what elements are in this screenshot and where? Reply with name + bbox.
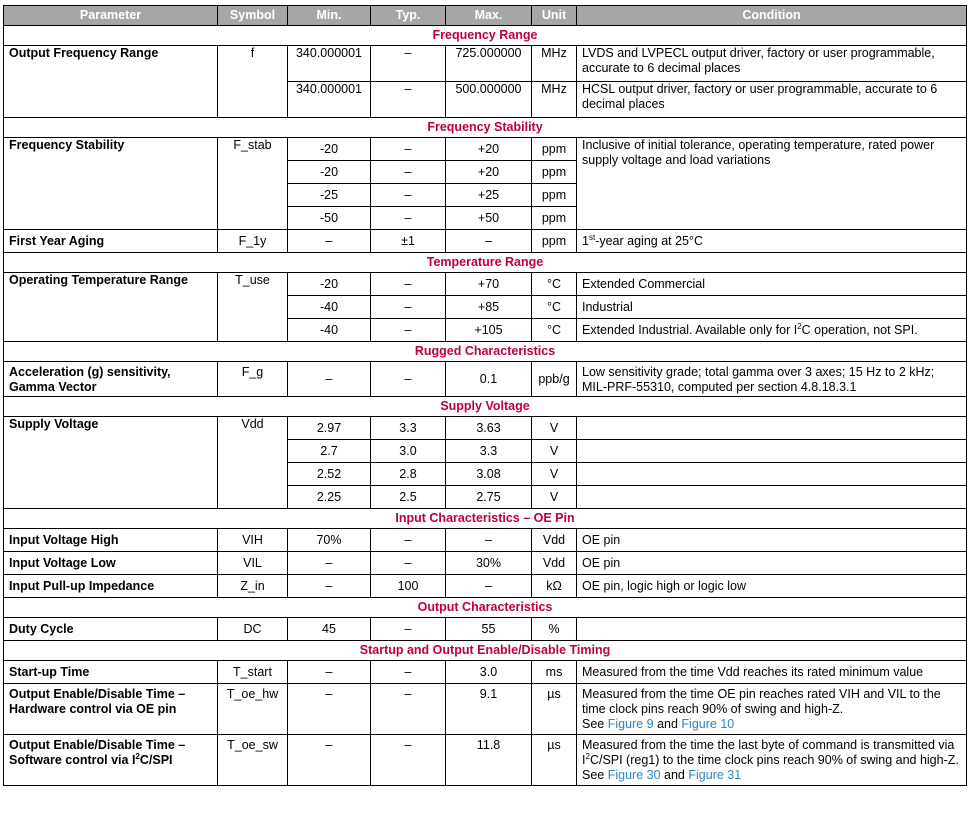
condition bbox=[577, 486, 967, 509]
unit: ppm bbox=[532, 138, 577, 161]
typ-value: – bbox=[371, 735, 446, 786]
max-value: +20 bbox=[446, 161, 532, 184]
header-max: Max. bbox=[446, 6, 532, 26]
typ-value: – bbox=[371, 661, 446, 684]
condition-text: Measured from the time the last byte of command is transmitted via I bbox=[582, 738, 955, 767]
max-value: – bbox=[446, 230, 532, 253]
unit: ppm bbox=[532, 161, 577, 184]
typ-value: – bbox=[371, 138, 446, 161]
symbol: T_oe_sw bbox=[218, 735, 288, 786]
condition bbox=[577, 463, 967, 486]
unit: V bbox=[532, 463, 577, 486]
table-row bbox=[4, 362, 967, 397]
unit: % bbox=[532, 618, 577, 641]
typ-value: – bbox=[371, 184, 446, 207]
param-name: First Year Aging bbox=[4, 230, 218, 253]
table-row bbox=[4, 575, 967, 598]
min-value: 340.000001 bbox=[288, 46, 371, 82]
section-row bbox=[4, 253, 967, 273]
header-min: Min. bbox=[288, 6, 371, 26]
param-name: Start-up Time bbox=[4, 661, 218, 684]
typ-value: – bbox=[371, 273, 446, 296]
param-line: Output Enable/Disable Time – bbox=[9, 738, 186, 752]
table-row bbox=[4, 417, 967, 440]
typ-value: – bbox=[371, 296, 446, 319]
typ-value: – bbox=[371, 319, 446, 342]
table-row bbox=[4, 529, 967, 552]
condition-text: and bbox=[657, 717, 678, 731]
min-value: 70% bbox=[288, 529, 371, 552]
param-name: Duty Cycle bbox=[4, 618, 218, 641]
section-title: Supply Voltage bbox=[4, 397, 967, 417]
table-row bbox=[4, 735, 967, 786]
electrical-spec-table bbox=[3, 5, 967, 786]
typ-value: 3.3 bbox=[371, 417, 446, 440]
symbol: Vdd bbox=[218, 417, 288, 509]
param-name bbox=[4, 684, 218, 735]
header-symbol: Symbol bbox=[218, 6, 288, 26]
max-value: 55 bbox=[446, 618, 532, 641]
max-value: +85 bbox=[446, 296, 532, 319]
condition bbox=[577, 417, 967, 440]
param-line: Acceleration (g) sensitivity, bbox=[9, 365, 171, 379]
condition: Industrial bbox=[577, 296, 967, 319]
unit: ppm bbox=[532, 184, 577, 207]
typ-value: – bbox=[371, 529, 446, 552]
typ-value: 2.5 bbox=[371, 486, 446, 509]
section-row bbox=[4, 118, 967, 138]
min-value: 45 bbox=[288, 618, 371, 641]
table-row bbox=[4, 684, 967, 735]
table-row bbox=[4, 46, 967, 82]
header-unit: Unit bbox=[532, 6, 577, 26]
condition bbox=[577, 684, 967, 735]
min-value: – bbox=[288, 575, 371, 598]
condition: LVDS and LVPECL output driver, factory or user programmable, accurate to 6 decimal places bbox=[577, 46, 967, 82]
section-row bbox=[4, 641, 967, 661]
section-title: Output Characteristics bbox=[4, 598, 967, 618]
symbol: VIH bbox=[218, 529, 288, 552]
condition-text: C/SPI (reg1) to the time clock pins reach 90% of swing and high-Z. See bbox=[582, 753, 959, 782]
condition bbox=[577, 735, 967, 786]
min-value: 2.52 bbox=[288, 463, 371, 486]
symbol: VIL bbox=[218, 552, 288, 575]
max-value: 3.0 bbox=[446, 661, 532, 684]
section-row bbox=[4, 397, 967, 417]
header-parameter: Parameter bbox=[4, 6, 218, 26]
typ-value: – bbox=[371, 207, 446, 230]
min-value: – bbox=[288, 735, 371, 786]
section-title: Input Characteristics – OE Pin bbox=[4, 509, 967, 529]
table-row bbox=[4, 230, 967, 253]
unit: ppm bbox=[532, 230, 577, 253]
min-value: -20 bbox=[288, 138, 371, 161]
max-value: +25 bbox=[446, 184, 532, 207]
max-value: +105 bbox=[446, 319, 532, 342]
unit: Vdd bbox=[532, 552, 577, 575]
max-value: +20 bbox=[446, 138, 532, 161]
max-value: 30% bbox=[446, 552, 532, 575]
condition-text: Measured from the time OE pin reaches rated VIH and VIL to the time clock pins reach 90% of swing and high-Z. bbox=[582, 687, 941, 716]
min-value: – bbox=[288, 684, 371, 735]
figure-9-link[interactable]: Figure 9 bbox=[607, 717, 654, 731]
param-name: Input Pull-up Impedance bbox=[4, 575, 218, 598]
symbol: T_start bbox=[218, 661, 288, 684]
section-title: Startup and Output Enable/Disable Timing bbox=[4, 641, 967, 661]
typ-value: – bbox=[371, 552, 446, 575]
unit: V bbox=[532, 440, 577, 463]
max-value: +70 bbox=[446, 273, 532, 296]
unit: µs bbox=[532, 684, 577, 735]
table-row bbox=[4, 618, 967, 641]
condition bbox=[577, 319, 967, 342]
min-value: – bbox=[288, 661, 371, 684]
min-value: -25 bbox=[288, 184, 371, 207]
condition: OE pin bbox=[577, 552, 967, 575]
min-value: 2.7 bbox=[288, 440, 371, 463]
symbol: T_oe_hw bbox=[218, 684, 288, 735]
typ-value: 2.8 bbox=[371, 463, 446, 486]
unit: MHz bbox=[532, 46, 577, 82]
max-value: – bbox=[446, 575, 532, 598]
symbol: F_g bbox=[218, 362, 288, 397]
min-value: 340.000001 bbox=[288, 82, 371, 118]
param-name: Output Frequency Range bbox=[4, 46, 218, 118]
typ-value: – bbox=[371, 684, 446, 735]
table-row bbox=[4, 138, 967, 161]
superscript: 2 bbox=[797, 321, 802, 331]
table-row bbox=[4, 273, 967, 296]
condition bbox=[577, 618, 967, 641]
unit: ms bbox=[532, 661, 577, 684]
max-value: 11.8 bbox=[446, 735, 532, 786]
condition: OE pin, logic high or logic low bbox=[577, 575, 967, 598]
section-title: Rugged Characteristics bbox=[4, 342, 967, 362]
min-value: – bbox=[288, 230, 371, 253]
typ-value: ±1 bbox=[371, 230, 446, 253]
min-value: – bbox=[288, 362, 371, 397]
superscript: 2 bbox=[585, 751, 590, 761]
header-condition: Condition bbox=[577, 6, 967, 26]
condition-text: 1 bbox=[582, 233, 589, 248]
param-name: Frequency Stability bbox=[4, 138, 218, 230]
min-value: -20 bbox=[288, 161, 371, 184]
symbol: T_use bbox=[218, 273, 288, 342]
min-value: -40 bbox=[288, 319, 371, 342]
unit: ppb/g bbox=[532, 362, 577, 397]
param-name: Input Voltage Low bbox=[4, 552, 218, 575]
min-value: -20 bbox=[288, 273, 371, 296]
max-value: – bbox=[446, 529, 532, 552]
section-title: Temperature Range bbox=[4, 253, 967, 273]
max-value: 0.1 bbox=[446, 362, 532, 397]
max-value: 725.000000 bbox=[446, 46, 532, 82]
condition-text: See bbox=[582, 717, 605, 731]
min-value: 2.97 bbox=[288, 417, 371, 440]
typ-value: – bbox=[371, 161, 446, 184]
superscript: st bbox=[588, 232, 596, 242]
header-typ: Typ. bbox=[371, 6, 446, 26]
condition bbox=[577, 230, 967, 253]
param-line: C/SPI bbox=[139, 753, 173, 767]
section-title: Frequency Range bbox=[4, 26, 967, 46]
param-line: Software control via I bbox=[9, 753, 136, 767]
unit: Vdd bbox=[532, 529, 577, 552]
param-name: Operating Temperature Range bbox=[4, 273, 218, 342]
unit: V bbox=[532, 417, 577, 440]
param-name: Input Voltage High bbox=[4, 529, 218, 552]
superscript: 2 bbox=[135, 751, 140, 761]
section-row bbox=[4, 598, 967, 618]
symbol: F_stab bbox=[218, 138, 288, 230]
condition-text: Extended Industrial. Available only for I bbox=[582, 322, 798, 337]
section-title: Frequency Stability bbox=[4, 118, 967, 138]
typ-value: – bbox=[371, 82, 446, 118]
typ-value: 3.0 bbox=[371, 440, 446, 463]
condition: Low sensitivity grade; total gamma over 3 axes; 15 Hz to 2 kHz; MIL-PRF-55310, computed per section 4.8.18.3.1 bbox=[577, 362, 967, 397]
symbol: DC bbox=[218, 618, 288, 641]
max-value: +50 bbox=[446, 207, 532, 230]
unit: °C bbox=[532, 319, 577, 342]
table-row bbox=[4, 552, 967, 575]
param-line: Gamma Vector bbox=[9, 380, 97, 394]
param-line: Hardware control via OE pin bbox=[9, 702, 177, 716]
unit: ppm bbox=[532, 207, 577, 230]
table-row bbox=[4, 661, 967, 684]
param-name bbox=[4, 735, 218, 786]
max-value: 3.63 bbox=[446, 417, 532, 440]
max-value: 2.75 bbox=[446, 486, 532, 509]
unit: kΩ bbox=[532, 575, 577, 598]
unit: °C bbox=[532, 273, 577, 296]
condition: OE pin bbox=[577, 529, 967, 552]
max-value: 9.1 bbox=[446, 684, 532, 735]
unit: °C bbox=[532, 296, 577, 319]
max-value: 500.000000 bbox=[446, 82, 532, 118]
condition-text: and bbox=[664, 768, 685, 782]
condition-text: C operation, not SPI. bbox=[801, 322, 918, 337]
condition-text: -year aging at 25°C bbox=[595, 233, 704, 248]
figure-10-link[interactable]: Figure 10 bbox=[681, 717, 735, 731]
typ-value: – bbox=[371, 618, 446, 641]
symbol: f bbox=[218, 46, 288, 118]
symbol: Z_in bbox=[218, 575, 288, 598]
min-value: 2.25 bbox=[288, 486, 371, 509]
unit: V bbox=[532, 486, 577, 509]
condition: Inclusive of initial tolerance, operating temperature, rated power supply voltage and load variations bbox=[577, 138, 967, 230]
symbol: F_1y bbox=[218, 230, 288, 253]
figure-30-link[interactable]: Figure 30 bbox=[607, 768, 661, 782]
typ-value: – bbox=[371, 362, 446, 397]
typ-value: 100 bbox=[371, 575, 446, 598]
max-value: 3.3 bbox=[446, 440, 532, 463]
max-value: 3.08 bbox=[446, 463, 532, 486]
condition: Measured from the time Vdd reaches its rated minimum value bbox=[577, 661, 967, 684]
param-name: Supply Voltage bbox=[4, 417, 218, 509]
param-name bbox=[4, 362, 218, 397]
condition: Extended Commercial bbox=[577, 273, 967, 296]
header-row bbox=[4, 6, 967, 26]
section-row bbox=[4, 342, 967, 362]
condition bbox=[577, 440, 967, 463]
figure-31-link[interactable]: Figure 31 bbox=[688, 768, 742, 782]
min-value: – bbox=[288, 552, 371, 575]
min-value: -50 bbox=[288, 207, 371, 230]
min-value: -40 bbox=[288, 296, 371, 319]
unit: µs bbox=[532, 735, 577, 786]
param-line: Output Enable/Disable Time – bbox=[9, 687, 186, 701]
section-row bbox=[4, 509, 967, 529]
condition: HCSL output driver, factory or user programmable, accurate to 6 decimal places bbox=[577, 82, 967, 118]
typ-value: – bbox=[371, 46, 446, 82]
section-row bbox=[4, 26, 967, 46]
unit: MHz bbox=[532, 82, 577, 118]
